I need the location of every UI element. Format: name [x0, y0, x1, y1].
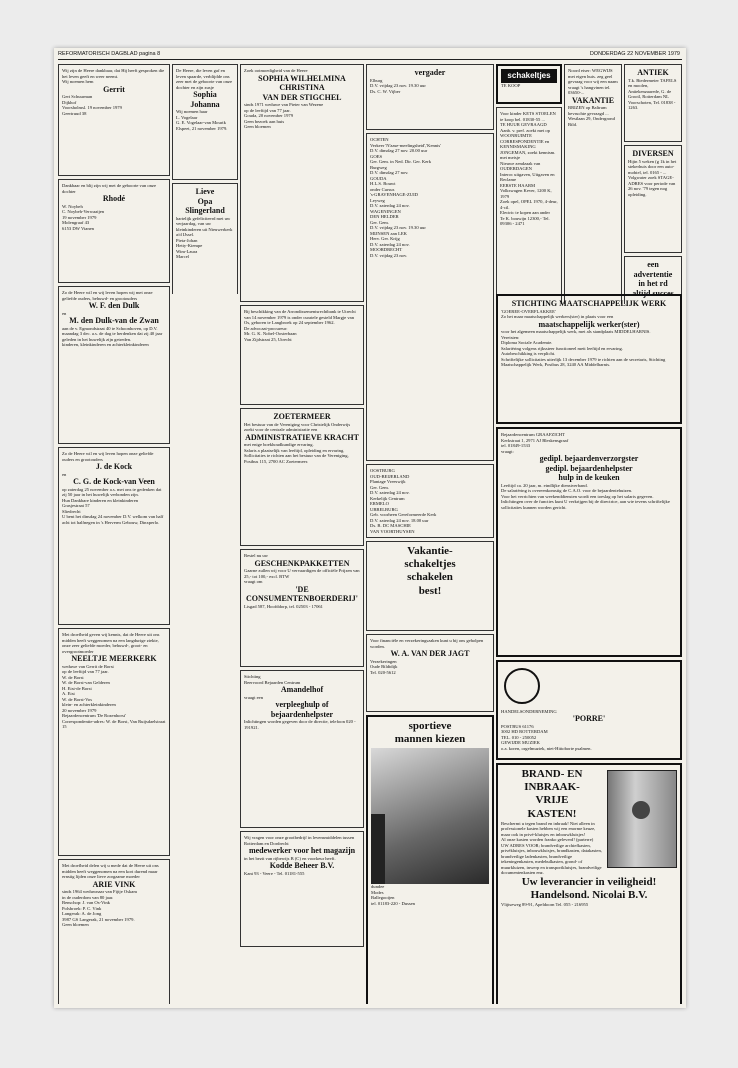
- ad-line: onder Cursus: [370, 186, 395, 192]
- ad-line: Verzekeringen: [370, 658, 397, 664]
- ad-line: Uw leverancier in veiligheid!: [521, 875, 657, 888]
- ad-r2: [496, 427, 682, 657]
- ad-line: Sliedrecht: [62, 508, 81, 514]
- ad-line: Salaris a plaatselijk van leeftijd, opleiding en ervaring.: [244, 447, 345, 453]
- ad-line: Pieta-Johan: [176, 237, 198, 243]
- ad-line: Zo de Heere wil en wij leven hopen onze geliefde ouders en grootouders: [62, 451, 154, 462]
- ad-line: W. Noybeh: [62, 203, 83, 209]
- ad-line: altijd succes: [632, 288, 674, 298]
- column-6: [564, 64, 622, 304]
- ad-line: aan de v. Egmondstraat 40 te Schoonhoven, op D.V. maandag 3 dec. a.s. de dag te herdenken dat zij 40 jaar geleden in het huwelijk zijn getreden.: [62, 325, 163, 342]
- ad-c4bank: [366, 634, 494, 712]
- ad-line: tel. 01183-220 - Dussen: [371, 900, 415, 906]
- photo-men: [371, 748, 489, 884]
- ad-line: Ger. Gem.: [370, 484, 390, 490]
- ad-line: Geen bloemen: [244, 124, 271, 130]
- ad-line: SOPHIA WILHELMINA: [258, 73, 346, 83]
- ad-line: Voorsholmsl. 19 november 1979: [62, 105, 122, 111]
- ad-c3a: [240, 64, 364, 302]
- ad-c3b: [240, 305, 364, 405]
- ad-line: gedipl. bejaardenhelpster: [545, 463, 633, 473]
- ad-line: Leyweg: [370, 197, 385, 203]
- ad-line: W. de Borst-van Gelderen: [62, 680, 110, 686]
- ad-line: Zoek opel, OPEL 1970, 4-deur, 4-cil.: [500, 199, 558, 210]
- ad-line: D.V. zaterdag 24 nov. 18.00 uur: [370, 517, 429, 523]
- ad-line: Ds. B. DC MASCHIE: [370, 523, 411, 528]
- ad-line: D.V. zaterdag 24 nov.: [370, 241, 410, 247]
- ad-line: Salariëring volgens rijkssteer functioneel mett leeftijd en ervaring.: [501, 345, 623, 351]
- ad-line: Electric te kopen aan ander: [500, 210, 550, 215]
- ad-line: Ger. Gem.: [370, 219, 390, 225]
- ad-line: ARIE VINK: [92, 879, 136, 889]
- ad-line: Benschop: J. van Os-Vink: [62, 900, 110, 906]
- ad-line: W. F. den Dulk: [88, 301, 140, 310]
- ad-line: Interoc uitgaven, Uitgaven en Reclame: [500, 171, 555, 182]
- ad-line: J. de Kock: [95, 462, 133, 471]
- ad-line: sportieve: [408, 720, 452, 732]
- ad-line: een advertentie: [633, 260, 673, 279]
- ad-line: sinds 1964 weduwnaar van Fijtje Oskam: [62, 889, 137, 895]
- ad-c5a: [496, 107, 562, 304]
- ad-line: Grasjestraat 57: [62, 503, 90, 509]
- ad-line: klein- en achterkleinkinderen: [62, 702, 116, 708]
- ad-line: ZOETERMEER: [273, 412, 331, 421]
- masthead-rule: [58, 59, 682, 60]
- ad-line: Wij noemen haar: [176, 109, 208, 115]
- ad-line: Schriftelijke sollicitaties uiterlijk 13 december 1979 te richten aan de secretaris, Stichting Maatschappelijk Werk, Postbus 28, 3240 AA Middelharnis.: [501, 356, 666, 368]
- ad-c1a: [58, 64, 170, 176]
- ad-line: op de leeftijd van 77 jaar.: [244, 107, 291, 113]
- ad-line: HANDELSONDERNEMING: [501, 708, 557, 714]
- ad-line: A. Eist: [62, 691, 75, 697]
- ad-c5head: [496, 64, 562, 104]
- ad-line: Gaarne zullen wij voor U vervaardigen de officiële Prijzen van 25,- tot 100,- excl. BTW: [244, 568, 360, 579]
- ad-line: NEELTJE MEERKERK: [71, 654, 157, 663]
- masthead-left: REFORMATORISCH DAGBLAD pagina 8: [58, 51, 161, 57]
- ad-line: Zoek ootmoedigheid van de Heere: [244, 68, 308, 73]
- ad-line: Met droefheid geven wij kennis, dat de Heere uit ons midden heeft weggenomen na een langdurige ziekte, onze zeer geliefde moeder, behuwd-, groot- en overgrootmoeder: [62, 632, 160, 654]
- ad-c7antiek: [624, 64, 682, 142]
- ad-line: MOORDRECHT: [370, 247, 403, 252]
- ad-line: Tel. 020-5612: [370, 669, 396, 675]
- ad-line: BRIZEN op Baltrum bevruchte gevraagd ... Westlaan 29, Ondergrond Bild.: [568, 105, 615, 127]
- ad-line: Zo het maar maatschappelijk werkers(ster) in plaats voor een: [501, 314, 614, 320]
- ad-line: Gouda, 20 november 1979: [244, 113, 293, 119]
- ad-line: Geen bloemen: [62, 922, 89, 928]
- ad-line: gedipl. bejaardenverzorgster: [539, 454, 639, 463]
- ad-line: Volkswagen Kever, 1200 K, 1979: [500, 188, 552, 199]
- ad-line: Ger. Gem. in Ned. Dir. Ger. Kerk: [370, 159, 432, 164]
- right-ads: [496, 294, 682, 1004]
- ad-line: Vereisten:: [501, 334, 520, 340]
- ad-line: CORRESPONDENTIE en KENNISMAKING: [500, 138, 550, 149]
- ad-line: Bij beschikking van de Arrondissementsrechtbank te Utrecht van 14 november 1979 is onder curatele gesteld Margje van Os, geboren te Langbroek op 24 september 1962.: [244, 309, 356, 325]
- ad-line: Inlichtingen worden gegeven door de directie, telefoon 020 - 191921.: [244, 719, 356, 730]
- ad-line: op zaterdag 25 november a.s. met ons te gedenken dat zij 50 jaar in het huwelijk verbonden zijn.: [62, 486, 162, 498]
- ad-line: Zo de Heere wil en wij leven hopen wij met onze geliefde ouders, behuwd- en grootouders: [62, 290, 153, 301]
- ad-line: dundee: [371, 884, 385, 890]
- ad-line: Inlichtingen over de functies kunt U verkrijgen bij de directrice, aan wie tevens schriftelijke sollicitaties kunnen worden gericht.: [501, 499, 670, 510]
- ad-c4vakantie: [366, 541, 494, 631]
- ad-line: Molengraaf 43: [62, 220, 90, 226]
- ad-line: Volgwater zoek STAGE-ADRES voor periode van 26 nov. '79 tegen nog opleiding.: [628, 175, 676, 197]
- logo-emblem: [504, 668, 540, 704]
- ad-line: Elspeet, 21 november 1979.: [176, 125, 228, 131]
- ad-line: en: [62, 310, 67, 316]
- ad-line: Lieve: [195, 187, 215, 196]
- ad-line: o.a. koren, orgelmuziek, niet-Hittoborte psalmen.: [501, 745, 592, 751]
- ad-line: Oude Bildtdijk: [370, 664, 398, 670]
- ad-line: STICHTING MAATSCHAPPELIJK WERK: [511, 299, 667, 308]
- ad-line: T.k. Biedermeier TAFELS en moolen, Antiekenzaarede, G. de Grootl, Rotterdam NL Voorschoten, Tel. 01838 - 1263.: [628, 77, 677, 111]
- ad-line: Voor het verrichten van weekenddiensten wordt een toeslag op het salaris gegeven.: [501, 493, 654, 499]
- ad-line: maatschappelijk werker(ster): [538, 319, 640, 329]
- ad-line: op de leeftijd van 77 jaar.: [62, 669, 109, 675]
- ad-line: VRIJE: [535, 794, 569, 807]
- ad-line: Beschermt u tegen brand en inbraak! Niet alleen in professionele kasten hebben wij een enorme keuze, maar ook in privé-kluisjes en inbouwkluisjes!: [501, 820, 596, 837]
- ad-line: DIVERSEN: [632, 149, 674, 158]
- ad-line: 's-GRAVENHAGE-ZUID: [370, 192, 418, 197]
- ad-c4b: [366, 464, 494, 538]
- ad-line: VAN VOORTHUYSEN: [370, 528, 415, 534]
- ad-line: 'PORRE': [572, 714, 606, 723]
- ad-line: Met droefheid delen wij u mede dat de Heere uit ons midden heeft weggenomen na een kort durend maar ernstig lijden onze lieve zorgzame moeder: [62, 863, 159, 879]
- ad-line: vraagt een: [244, 694, 264, 700]
- ad-line: voor het algemeen maatschappelijk werk, met als standplaats MIDDELHARNIS.: [501, 329, 651, 335]
- ad-c1e: [58, 628, 170, 856]
- ad-line: hulp in de keuken: [558, 473, 620, 483]
- ad-line: 'GOEREE-OVERFLAKKEE': [501, 308, 556, 314]
- ad-line: D.V. dinsdag 27 nov.: [370, 170, 409, 175]
- ad-line: Al onze kasten worden franko geleverd! (parterre): [501, 837, 594, 843]
- ad-line: Nieuwe zendzaak van OUDERDAGEN: [500, 160, 541, 171]
- ad-line: Wij noemen hem: [62, 79, 94, 84]
- ad-line: W. de Borst: [62, 674, 84, 680]
- ad-line: schakeltjes: [404, 558, 456, 571]
- ad-line: W. A. VAN DER JAGT: [390, 649, 470, 658]
- column-5: [496, 64, 562, 304]
- ad-line: ERMELO: [370, 501, 389, 506]
- ad-c2a: [172, 64, 238, 180]
- ad-line: MIJNSEN aan LEK: [370, 230, 407, 236]
- ad-r3: [496, 660, 682, 760]
- ad-line: Bejaardencentrum 'De Rozenhorst': [62, 713, 126, 719]
- ad-line: TE KOOP: [501, 82, 521, 88]
- ad-line: D.V. vrijdag 23 nov.: [370, 252, 408, 258]
- ad-line: Bestel nu uw: [244, 553, 268, 558]
- ad-line: Correspondentie-adres: W. de Borst, Van Ruijsdaelstraat 15: [62, 718, 166, 730]
- ad-line: TEL. 010 - 250052: [501, 734, 537, 740]
- ad-line: GOES: [370, 153, 382, 159]
- ad-line: Hijin 5 weken (g 1k in het stekerhuis door een auto-mobiel, tel. 0165 - ...: [628, 158, 677, 175]
- ad-line: best!: [418, 584, 442, 597]
- ad-line: Hun Dankbare kinderen en kleinkinderen: [62, 497, 139, 503]
- ad-c3f: [240, 831, 364, 947]
- ad-line: Wij zijn de Heere dankbaar, dat Hij heeft gesproken die het leven geeft en weer neemt.: [62, 68, 165, 79]
- ad-line: schakelen: [407, 571, 453, 584]
- ad-line: Burgweg: [370, 164, 387, 170]
- safe-image: [607, 770, 677, 868]
- ad-line: Van Zijdstraat 25, Utrecht: [244, 336, 292, 342]
- ad-line: D.V. vrijdag 23 nov. 19.30 uur: [370, 225, 426, 230]
- ad-line: Voor financiële en verzekeringszaken kunt u bij ons geholpen worden.: [370, 638, 484, 649]
- ad-line: Geertruud 38: [62, 110, 87, 116]
- column-7: [624, 64, 682, 304]
- ad-line: M. den Dulk-van de Zwan: [69, 316, 159, 326]
- ad-line: Autobeschikking is verplicht.: [501, 351, 556, 357]
- ad-line: Wim-Laura: [176, 248, 198, 254]
- ad-line: Ballegooijen: [371, 895, 395, 901]
- ad-line: in de ouderdom van 80 jaar.: [62, 894, 114, 900]
- ad-line: kinderen, kleinkinderen en achterkleinkinderen: [62, 342, 149, 348]
- ad-line: Johanna: [190, 99, 220, 109]
- ad-line: Gert Schuurman: [62, 94, 93, 100]
- ad-line: Voor kinder KETS STOELEN te koop bel. 01830-55 ...: [500, 111, 556, 122]
- ad-line: met enige boekhoudkundige ervaring.: [244, 442, 314, 448]
- ad-c1f: [58, 859, 170, 1004]
- ad-line: Kerkelijk Centrum: [370, 495, 405, 501]
- ad-line: CHRISTINA: [279, 83, 325, 93]
- ad-line: 6153 DW Vianen: [62, 225, 94, 231]
- ad-line: De advocaat-procureur:: [244, 325, 288, 331]
- ad-line: UBBELBURG: [370, 506, 398, 512]
- ad-line: Kerkstraat 1, 2971 AJ Bleskensgraaf: [501, 437, 569, 443]
- ad-line: schakeltjes: [501, 69, 557, 83]
- ad-line: vergader: [414, 68, 446, 77]
- ad-line: Het bestuur van de Vereniging voor Christelijk Onderwijs zoekt voor de centrale administratie een: [244, 421, 351, 433]
- ad-line: POSTBUS 61176: [501, 723, 534, 729]
- ad-line: tel. 01849-1533: [501, 443, 531, 448]
- ad-line: Mr. G. K. Nobel-Oosterbaan: [244, 331, 297, 336]
- ad-line: Kant 93 - Veere - Tel. 01181-555: [244, 870, 305, 876]
- masthead-date: DONDERDAG 22 NOVEMBER 1979: [589, 51, 680, 57]
- ad-line: OCHTEN: [370, 137, 389, 142]
- ad-c1b: [58, 179, 170, 283]
- ad-line: vraagt om: [244, 579, 263, 585]
- ad-line: Slingerland: [185, 206, 225, 216]
- ad-c3c: [240, 408, 364, 546]
- ad-line: ANTIEK: [637, 68, 669, 77]
- ad-r1: [496, 294, 682, 424]
- ad-c7diversen: [624, 145, 682, 253]
- ad-line: KASTEN!: [527, 807, 577, 820]
- ad-line: medewerker voor het magazijn: [248, 846, 356, 855]
- ad-line: WAGENINGEN: [370, 208, 401, 214]
- ad-line: L. Vogelaar: [176, 114, 198, 120]
- ad-line: 20 november 1979: [62, 707, 97, 713]
- ad-line: Sophia: [193, 90, 217, 99]
- ad-line: VAN DER STIGCHEL: [262, 92, 342, 102]
- ad-line: sinds 1971 weduwe van Pieter van Wezene: [244, 102, 324, 108]
- ad-line: Verkeer 'N'aase-meelingsheid','Kennis': [370, 142, 441, 148]
- ad-line: Ds. C. W. Vijber: [370, 88, 401, 94]
- ad-line: JONGEMAN, zoekt kennism. met meisje: [500, 149, 556, 160]
- ad-line: Rhodé: [102, 194, 126, 203]
- ad-line: Modes: [371, 889, 384, 895]
- ad-line: bejaardenhelpster: [270, 709, 334, 719]
- ad-line: Aanb. v. pref. zoekt met op WOONRUIMTE: [500, 127, 550, 138]
- ad-c1c: [58, 286, 170, 444]
- ad-c3d: [240, 549, 364, 667]
- ad-line: Sollicitaties te richten aan het bestuur van de Vereniging, Postbus 115, 2700 AC Zoetermeer.: [244, 453, 349, 464]
- ad-line: Bejaardencentrum GRAAFZICHT: [501, 432, 565, 437]
- column-2: [172, 64, 238, 294]
- ad-line: D.V. zaterdag 24 nov.: [370, 490, 410, 495]
- ad-line: hartelijk gefeliciteerd met uw verjaardag, van uw kleinkinderen uit Nieuwerkerk a/d IJssel.: [176, 215, 233, 238]
- ad-line: Noord eiser: WEGWIJS met eigen huis. zeg geel gevraag voor wij een naam vraagt 's hangvinen tel. 03650-...: [568, 68, 618, 95]
- ad-line: Te K. bouwijn 12300,- Tel. 09306 - 2471: [500, 215, 550, 226]
- ad-line: D.V. vrijdag 23 nov. 19.30 uur: [370, 83, 426, 89]
- ad-line: De Heere, die leven gaf en leven spaarde, verblijdde ons zeer met de geboorte van onze dochter en zijn zusje: [176, 68, 232, 90]
- ad-line: OOSTBURG: [370, 468, 395, 473]
- ad-line: BRAND- EN: [521, 768, 583, 780]
- ad-line: VAKANTIE: [571, 95, 615, 105]
- ad-line: Hetty-Kiempe: [176, 243, 203, 249]
- ad-line: DEN HELDER: [370, 214, 399, 219]
- ad-line: mannen kiezen: [394, 733, 466, 746]
- ad-line: 3002 HD ROTTERDAM: [501, 729, 548, 735]
- ad-line: W. de Borst-Vos: [62, 696, 92, 702]
- ad-line: GOUDA: [370, 175, 387, 181]
- ad-line: H.L.S. Bouwt: [370, 181, 396, 186]
- ad-line: 'DE CONSUMENTENBOERDERIJ': [245, 584, 358, 604]
- ad-line: in het rd: [638, 279, 668, 289]
- ad-c4a: [366, 133, 494, 461]
- ad-line: Plantage Vreeswijk: [370, 479, 406, 484]
- ad-r4: [496, 763, 682, 1004]
- ad-line: Geen bezoek aan huis: [244, 118, 285, 124]
- ad-line: OUD-BEIJERLAND: [370, 473, 410, 479]
- ad-line: verpleeghulp of: [275, 700, 329, 710]
- ad-line: GEWIJDE MUZIEK: [501, 740, 540, 746]
- ad-line: Dankbaar en blij zijn wij met de geboorte van onze dochter: [62, 183, 157, 194]
- ad-line: 19 november 1979: [62, 214, 97, 220]
- ad-line: Gerrit: [103, 84, 125, 94]
- ad-line: Amandelhof: [280, 685, 324, 694]
- ad-line: en: [62, 471, 67, 477]
- ad-line: Diploma Sociale Academie.: [501, 340, 553, 346]
- ad-line: U bent het dinsdag 24 november D.V. welkom van half acht tot halfnegen in 's Herverm Gebouw, Dinxperlo.: [62, 514, 164, 525]
- ad-c6a: [564, 64, 622, 304]
- ad-line: Elburg: [370, 77, 383, 83]
- ad-line: INBRAAK-: [524, 781, 580, 794]
- ad-line: H. Eist-de Borst: [62, 685, 92, 691]
- ad-line: UW ADRES VOOR; brandveilige archiefkasten, privékluisjes, inbouwkluisjes, brandkasten, datakasten, brandveilige ladenkasten, brandveilige tekeningenkasten, medebulkasten, grond- of muurkluizen, inwerp en transportkluisjes, brandveilige documentenkasten enz.: [501, 842, 602, 876]
- ad-c2b: [172, 183, 238, 294]
- ad-line: Vlijtseweg 89-91, Apeldoorn Tel. 055 - 216955: [501, 902, 589, 908]
- ad-line: G. E. Vogelaar-van Mourik: [176, 120, 226, 126]
- ad-line: Kodde Beheer B.V.: [269, 861, 335, 871]
- ad-line: D.V. zaterdag 24 nov.: [370, 203, 410, 208]
- ad-line: C. G. de Kock-van Veen: [73, 477, 155, 487]
- ad-c1d: [58, 447, 170, 625]
- ad-line: Geb. voorheen Gereformeerde Kerk: [370, 512, 437, 517]
- ad-line: vraagt:: [501, 448, 514, 454]
- newspaper-page: [54, 48, 686, 1008]
- ad-line: Handelsond. Nicolai B.V.: [530, 888, 648, 901]
- ad-line: D.V. dinsdag 27 nov. 20.00 uur: [370, 148, 428, 153]
- ad-line: Herv. Ger. Krijg: [370, 236, 400, 241]
- ad-line: EERSTE HAARM: [500, 182, 536, 188]
- ad-line: De salariëring is overeenkomstig de C.A.O. voor de bejaardentehuizen.: [501, 488, 633, 494]
- ad-c4sport: [366, 715, 494, 1004]
- ad-line: Lisgad 587, Hoofddorp, tel. 02503 - 17061: [244, 603, 323, 609]
- ad-line: Wij vragen voor onze grootbedrijf in levensmiddelen tussen Rotterdam en Dordrecht: [244, 835, 355, 846]
- ad-line: 3987 GS Langerak, 21 november 1979.: [62, 916, 135, 922]
- ad-line: Langerak: A. de Jong: [62, 911, 102, 917]
- ad-line: Vakantie-: [407, 545, 453, 557]
- ad-line: in het bezit van rijbewijs B (C) en voorkeur heeft.: [244, 855, 336, 861]
- ad-line: Leeftijd ca. 20 jaar, m. eindlijke dienstverband.: [501, 482, 588, 488]
- ad-line: Marcel: [176, 254, 190, 260]
- column-4: [366, 64, 494, 1004]
- ad-line: Beervoord Bejaarden Centrum: [244, 679, 301, 685]
- ad-line: GESCHENKPAKKETTEN: [254, 558, 350, 568]
- ad-line: C. Noybeh-Verwaaijen: [62, 209, 105, 215]
- ad-line: Opa: [197, 196, 213, 206]
- ad-line: Stichting: [244, 674, 261, 679]
- column-1: [58, 64, 170, 1004]
- ad-line: weduwe van Gerrit de Borst: [62, 663, 114, 669]
- ad-line: Dijkhof: [62, 99, 77, 105]
- ad-c3e: [240, 670, 364, 828]
- ad-line: Polsbroek: P. C. Vink: [62, 905, 102, 911]
- ad-line: ADMINISTRATIEVE KRACHT: [245, 432, 359, 442]
- column-3: [240, 64, 364, 1004]
- ad-line: TE HUUR GEVRAAGD: [500, 122, 547, 127]
- ad-c4vergader: [366, 64, 494, 130]
